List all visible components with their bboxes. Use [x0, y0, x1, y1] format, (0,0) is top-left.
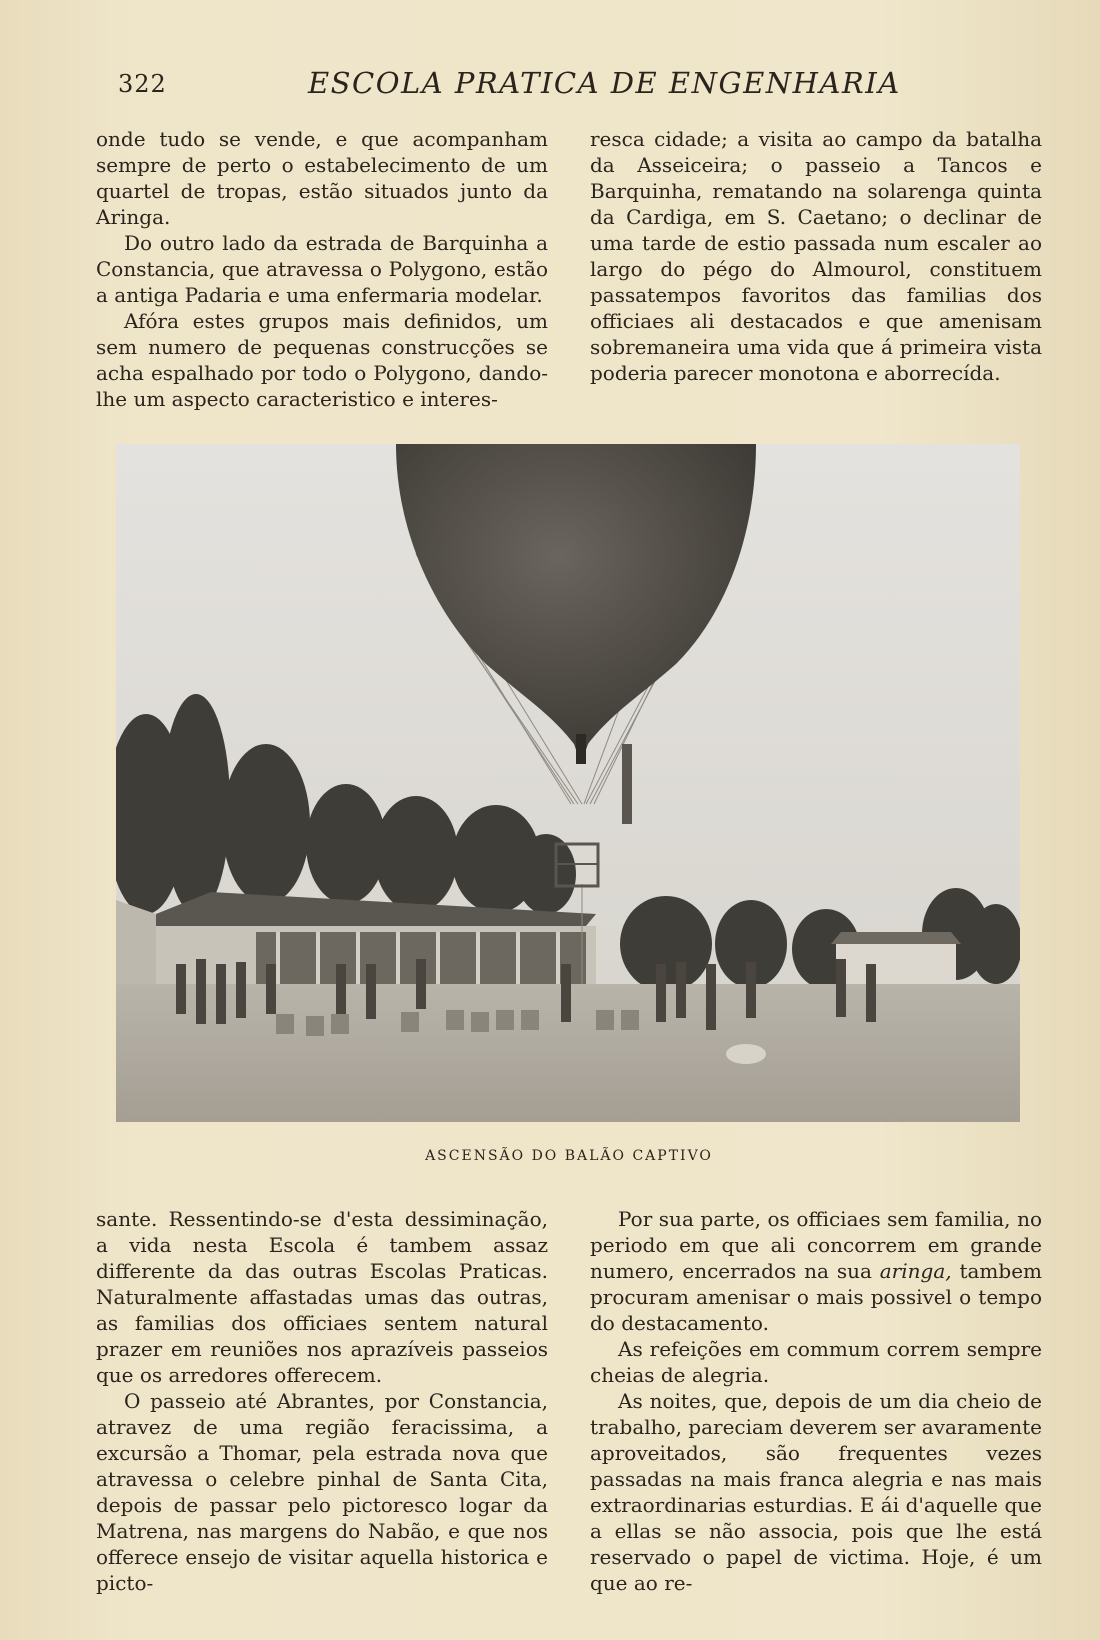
column-bottom-right: [590, 1206, 1042, 1596]
paragraph-text: Por sua parte, os officiaes sem familia, no periodo em que ali concorrem em grande numero, encerrados na sua: [590, 1207, 1042, 1283]
caption-text: ASCENSÃO DO BALÃO CAPTIVO: [425, 1148, 713, 1164]
paragraph: Afóra estes grupos mais definidos, um sem numero de pequenas construcções se acha espalhado por todo o Polygono, dando-lhe um aspecto caracteristico e interes-: [96, 309, 548, 411]
paragraph: onde tudo se vende, e que acompanham sempre de perto o estabelecimento de um quartel de tropas, estão situados junto da Aringa.: [96, 127, 548, 229]
paragraph: sante. Ressentindo-se d'esta dessiminação, a vida nesta Escola é tambem assaz differente da das outras Escolas Praticas. Naturalmente affastadas umas das outras, as familias dos officiaes sentem natural prazer em reuniões nos aprazíveis passeios que os arredores offerecem.: [96, 1207, 548, 1387]
column-top-right: [590, 126, 1042, 386]
paragraph-text: tambem procuram amenisar o mais possivel o tempo do destacamento.: [590, 1259, 1042, 1335]
paragraph: resca cidade; a visita ao campo da batalha da Asseiceira; o passeio a Tancos e Barquinha, rematando na solarenga quinta da Cardiga, em S. Caetano; o declinar de uma tarde de estio passada num escaler ao largo do pégo do Almourol, constituem passatempos favoritos das familias dos officiaes ali destacados e que amenisam sobremaneira uma vida que á primeira vista poderia parecer monotona e aborrecída.: [590, 127, 1042, 385]
paragraph: O passeio até Abrantes, por Constancia, atravez de uma região feracissima, a excursão a Thomar, pela estrada nova que atravessa o celebre pinhal de Santa Cita, depois de passar pelo pictoresco logar da Matrena, nas margens do Nabão, e que nos offerece ensejo de visitar aquella historica e picto-: [96, 1389, 548, 1595]
page-header: [118, 66, 978, 106]
balloon-photograph: [116, 444, 1020, 1122]
column-top-left: [96, 126, 548, 412]
paragraph: Do outro lado da estrada de Barquinha a Constancia, que atravessa o Polygono, estão a antiga Padaria e uma enfermaria modelar.: [96, 231, 548, 307]
paragraph: As refeições em commum correm sempre cheias de alegria.: [590, 1337, 1042, 1387]
paragraph: [590, 1206, 1042, 1336]
figure-caption: [96, 1148, 1042, 1164]
running-title: ESCOLA PRATICA DE ENGENHARIA: [308, 66, 901, 100]
page-number: 322: [118, 70, 167, 98]
italic-word: aringa,: [879, 1259, 952, 1283]
column-bottom-left: [96, 1206, 548, 1596]
paragraph: As noites, que, depois de um dia cheio de trabalho, pareciam deverem ser avaramente aproveitados, são frequentes vezes passadas na mais franca alegria e nas mais extraordinarias esturdias. E ái d'aquelle que a ellas se não associa, pois que lhe está reservado o papel de victima. Hoje, é um que ao re-: [590, 1389, 1042, 1595]
